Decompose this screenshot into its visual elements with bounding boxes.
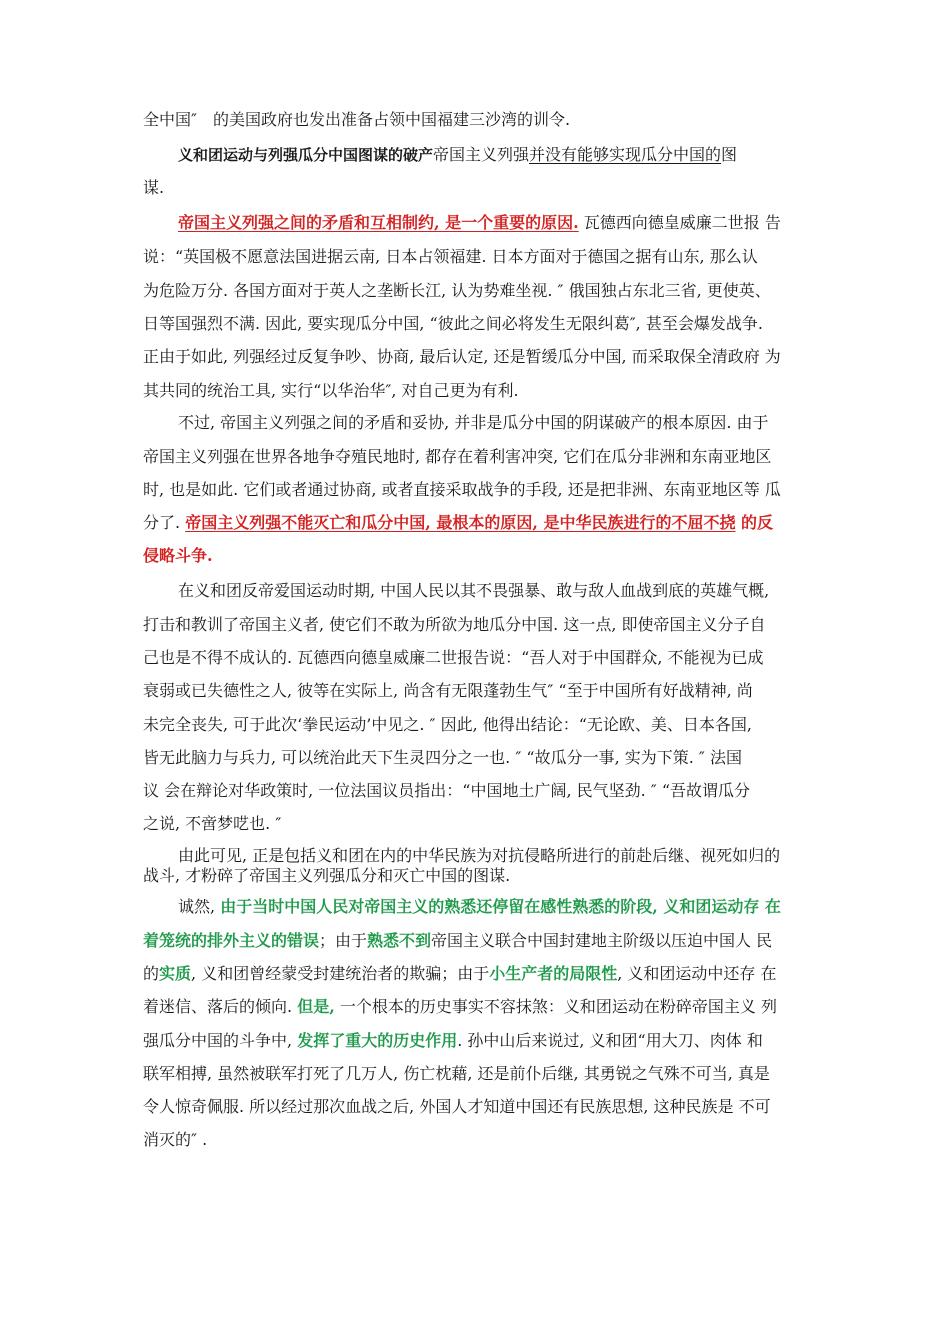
- paragraph-5-line-2: 战斗, 才粉碎了帝国主义列强瓜分和灭亡中国的图谋.: [143, 866, 511, 885]
- paragraph-2-line-2: 说：“英国极不愿意法国进据云南, 日本占领福建. 日本方面对于德国之据有山东, 那么认: [143, 247, 758, 266]
- highlight-green-text: 实质: [159, 964, 192, 983]
- highlight-green-text: 熟悉不到: [367, 931, 432, 950]
- paragraph-6-text: 诚然,: [178, 897, 221, 916]
- paragraph-6-line-2: [143, 930, 772, 952]
- paragraph-2-line-3: 为危险万分. 各国方面对于英人之垄断长江, 认为势难坐视. ″ 俄国独占东北三省, 更使英、: [143, 281, 771, 300]
- paragraph-6-line-3: [143, 963, 777, 985]
- paragraph-6-text: 着迷信、落后的倾向.: [143, 997, 298, 1016]
- paragraph-0-line-1: 全中国″ 的美国政府也发出准备占领中国福建三沙湾的训令.: [143, 110, 571, 129]
- paragraph-6-line-1: [178, 896, 781, 918]
- paragraph-6-line-5: [143, 1030, 763, 1052]
- section-heading: 义和团运动与列强瓜分中国图谋的破产: [178, 146, 434, 164]
- paragraph-4-line-8: 之说, 不啻梦呓也. ″: [143, 814, 282, 833]
- paragraph-4-line-6: 皆无此脑力与兵力, 可以统治此天下生灵四分之一也. ″ “故瓜分一事, 实为下策. ″ 法国: [143, 748, 742, 767]
- paragraph-4-line-1: 在义和团反帝爱国运动时期, 中国人民以其不畏强暴、敢与敌人血战到底的英雄气概,: [178, 581, 770, 600]
- paragraph-5-line-1: 由此可见, 正是包括义和团在内的中华民族为对抗侵略所进行的前赴后继、视死如归的: [178, 846, 781, 865]
- paragraph-4-line-3: 己也是不得不成认的. 瓦德西向德皇威廉二世报告说：“吾人对于中国群众, 不能视为已成: [143, 648, 764, 667]
- paragraph-1-line-2: 谋.: [143, 178, 165, 197]
- paragraph-1-line-1: [178, 144, 737, 166]
- paragraph-2-line-4: 日等国强烈不满. 因此, 要实现瓜分中国, “彼此之间必将发生无限纠葛″, 甚至会爆发战争.: [143, 314, 763, 333]
- highlight-red-text-end: 的反: [735, 513, 774, 532]
- paragraph-6-line-8: 消灭的″ .: [143, 1130, 208, 1149]
- paragraph-3-line-4: [143, 512, 773, 534]
- paragraph-4-line-2: 打击和教训了帝国主义者, 使它们不敢为所欲为地瓜分中国. 这一点, 即使帝国主义分子自: [143, 615, 766, 634]
- paragraph-2-line-5: 正由于如此, 列强经过反复争吵、协商, 最后认定, 还是暂缓瓜分中国, 而采取保全清政府 为: [143, 347, 781, 366]
- paragraph-6-line-7: 令人惊奇佩服. 所以经过那次血战之后, 外国人才知道中国还有民族思想, 这种民族是 不可: [143, 1097, 771, 1116]
- paragraph-6-text: 帝国主义联合中国封建地主阶级以压迫中国人 民: [431, 931, 773, 950]
- paragraph-3-line-5: [143, 545, 213, 567]
- highlight-green-text: 着笼统的排外主义的错误: [143, 931, 320, 950]
- paragraph-4-line-5: 未完全丧失, 可于此次‘拳民运动’中见之. ″ 因此, 他得出结论：“无论欧、美、日本各国,: [143, 715, 753, 734]
- paragraph-6-line-4: [143, 996, 777, 1018]
- underlined-text: 并没有能够实现瓜分中国的: [529, 145, 722, 164]
- paragraph-6-text: 的: [143, 964, 160, 983]
- paragraph-6-text: 强瓜分中国的斗争中,: [143, 1031, 298, 1050]
- highlight-green-text: 小生产者的局限性: [489, 964, 618, 983]
- paragraph-6-text: , 义和团曾经蒙受封建统治者的欺骗；由于: [191, 964, 490, 983]
- paragraph-6-text: 一个根本的历史事实不容抹煞：义和团运动在粉碎帝国主义 列: [334, 997, 777, 1016]
- paragraph-6-text: ；由于: [319, 931, 368, 950]
- paragraph-4-line-7: 议 会在辩论对华政策时, 一位法国议员指出：“中国地土广阔, 民气坚劲. ″ “吾故谓瓜分: [143, 781, 751, 800]
- highlight-green-text: 但是,: [297, 997, 335, 1016]
- highlight-green-text: 由于当时中国人民对帝国主义的熟悉还停留在感性熟悉的阶段, 义和团运动存 在: [220, 897, 781, 916]
- paragraph-2-line-1: [178, 212, 781, 234]
- paragraph-2-text: 瓦德西向德皇威廉二世报 告: [578, 213, 781, 232]
- paragraph-3-line-3: 时, 也是如此. 它们或者通过协商, 或者直接采取战争的手段, 还是把非洲、东南亚地区等 瓜: [143, 480, 781, 499]
- highlight-red-text: 帝国主义列强之间的矛盾和互相制约, 是一个重要的原因.: [178, 213, 579, 232]
- paragraph-3-line-2: 帝国主义列强在世界各地争夺殖民地时, 都存在着利害冲突, 它们在瓜分非洲和东南亚地区: [143, 447, 772, 466]
- paragraph-1-text: 帝国主义列强: [433, 145, 530, 164]
- paragraph-1-text-end: 图: [721, 145, 738, 164]
- highlight-green-text: 发挥了重大的历史作用: [297, 1031, 458, 1050]
- paragraph-6-line-6: 联军相搏, 虽然被联军打死了几万人, 伤亡枕藉, 还是前仆后继, 其勇锐之气殊不可当, 真是: [143, 1064, 770, 1083]
- paragraph-2-line-6: 其共同的统治工具, 实行“以华治华″, 对自己更为有利.: [143, 381, 519, 400]
- highlight-red-text: 帝国主义列强不能灭亡和瓜分中国, 最根本的原因, 是中华民族进行的不屈不挠: [185, 513, 736, 532]
- paragraph-6-text: , 义和团运动中还存 在: [617, 964, 777, 983]
- paragraph-3-text: 分了.: [143, 513, 186, 532]
- highlight-red-text: 侵略斗争.: [143, 546, 213, 565]
- paragraph-3-line-1: 不过, 帝国主义列强之间的矛盾和妥协, 并非是瓜分中国的阴谋破产的根本原因. 由于: [178, 413, 769, 432]
- paragraph-6-text: . 孙中山后来说过, 义和团“用大刀、肉体 和: [457, 1031, 763, 1050]
- paragraph-4-line-4: 衰弱或已失德性之人, 彼等在实际上, 尚含有无限蓬勃生气″ “至于中国所有好战精神, 尚: [143, 681, 753, 700]
